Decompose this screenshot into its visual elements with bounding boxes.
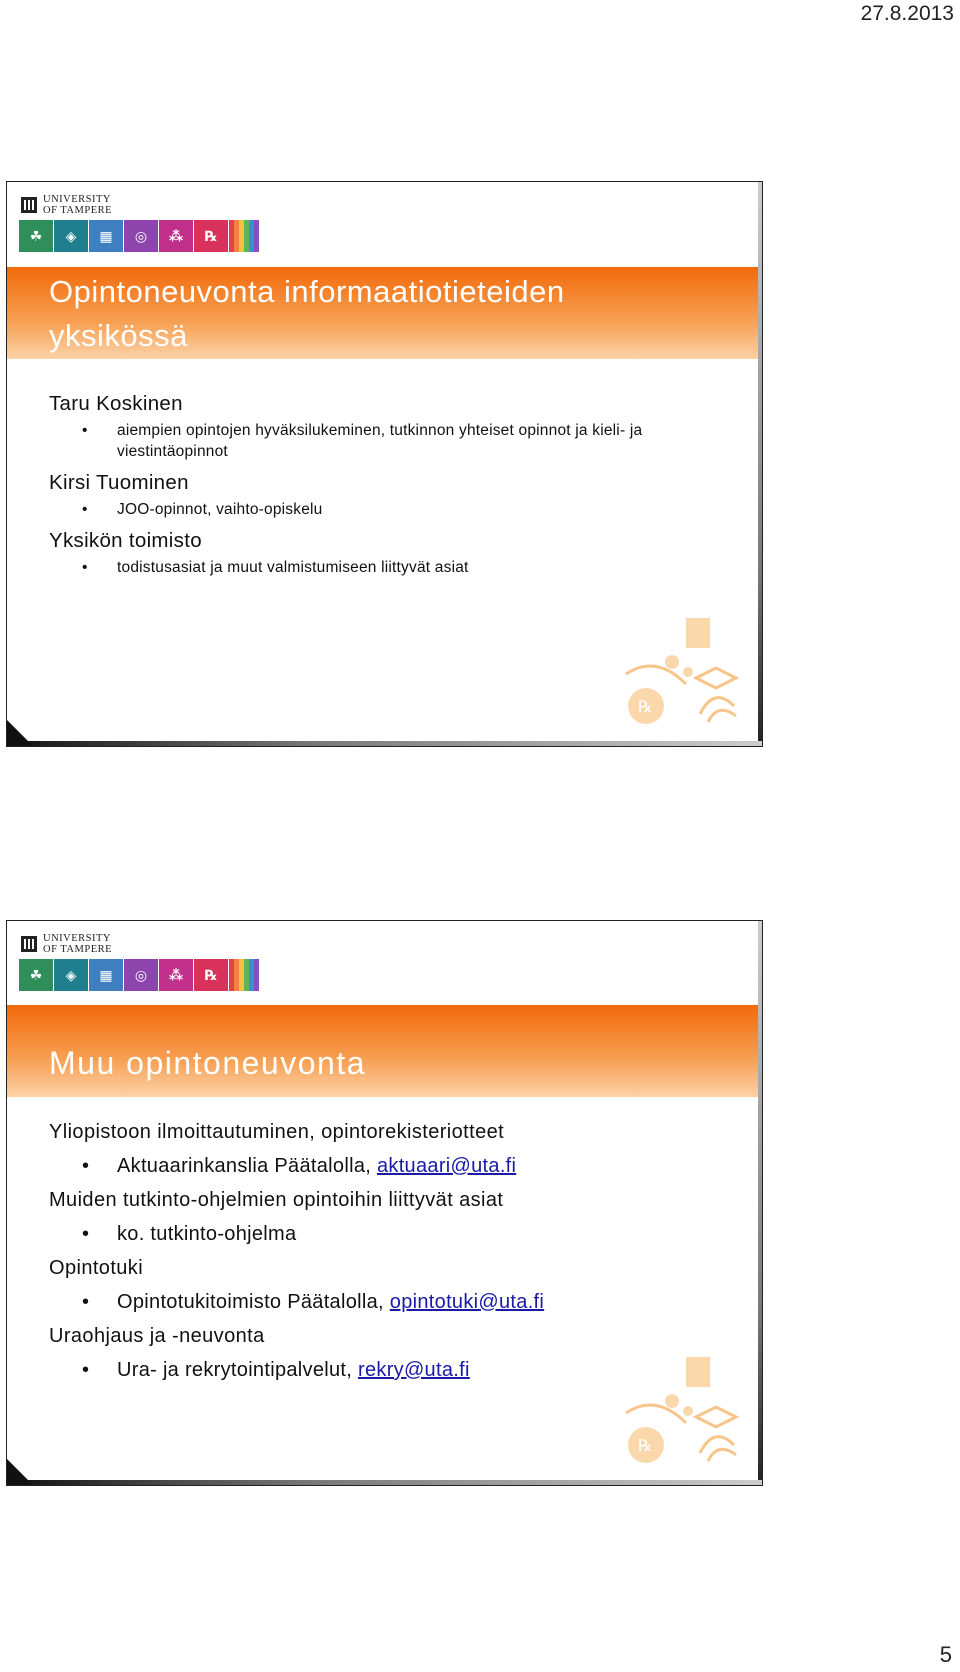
list-item: • Aktuaarinkanslia Päätalolla, aktuaari@uta.fi <box>49 1149 732 1183</box>
stripes-icon <box>229 220 259 252</box>
bullet-icon: • <box>82 501 88 518</box>
rekry-email-link[interactable]: rekry@uta.fi <box>358 1359 470 1381</box>
bullet-icon: • <box>82 559 88 576</box>
slide-2-content <box>49 1115 732 1387</box>
contact-heading: Yksikön toimisto <box>49 529 202 552</box>
slide-2-title: Muu opintoneuvonta <box>49 1045 366 1081</box>
list-item: • Opintotukitoimisto Päätalolla, opintotuki@uta.fi <box>49 1285 732 1319</box>
topic-heading: Yliopistoon ilmoittautuminen, opintorekisteriotteet <box>49 1121 505 1143</box>
stripes-icon <box>229 959 259 991</box>
bullet-icon: • <box>82 1359 90 1381</box>
slide-1-title: Opintoneuvonta informaatiotieteiden yksikössä <box>49 274 565 353</box>
slide-1-content <box>49 389 732 584</box>
contact-heading: Kirsi Tuominen <box>49 471 189 494</box>
topic-heading: Opintotuki <box>49 1257 144 1279</box>
cube-icon: ◈ <box>54 959 88 991</box>
contact-heading: Taru Koskinen <box>49 392 183 415</box>
svg-text:℞: ℞ <box>638 1438 653 1455</box>
faculty-emblem-icon <box>616 1353 744 1471</box>
faculty-tiles <box>19 220 259 252</box>
bullet-icon: • <box>82 1155 90 1177</box>
opintotuki-email-link[interactable]: opintotuki@uta.fi <box>389 1291 545 1313</box>
leaf-icon: ☘ <box>19 220 53 252</box>
building-icon: ▦ <box>89 959 123 991</box>
molecule-icon: ⁂ <box>159 959 193 991</box>
bullet-icon: • <box>82 1223 90 1245</box>
formula-icon: ℞ <box>194 959 228 991</box>
page-date: 27.8.2013 <box>860 2 954 25</box>
list-item: • JOO-opinnot, vaihto-opiskelu <box>82 501 323 518</box>
list-item: • todistusasiat ja muut valmistumiseen liittyvät asiat <box>82 559 469 576</box>
leaf-icon: ☘ <box>19 959 53 991</box>
building-icon: ▦ <box>89 220 123 252</box>
molecule-icon: ⁂ <box>159 220 193 252</box>
formula-icon: ℞ <box>194 220 228 252</box>
faculty-emblem-icon <box>616 614 744 732</box>
tower-icon <box>21 197 37 213</box>
logo-line-1: UNIVERSITY <box>43 933 111 944</box>
aktuaari-email-link[interactable]: aktuaari@uta.fi <box>376 1155 517 1177</box>
topic-heading: Uraohjaus ja -neuvonta <box>49 1325 265 1347</box>
university-logo <box>21 194 112 216</box>
page-number: 5 <box>939 1642 952 1667</box>
faculty-tiles <box>19 959 259 991</box>
logo-line-2: OF TAMPERE <box>43 944 113 955</box>
bullet-icon: • <box>82 1291 90 1313</box>
slide-1 <box>6 181 763 747</box>
tower-icon <box>21 936 37 952</box>
list-item: • Ura- ja rekrytointipalvelut, rekry@uta.fi <box>49 1353 732 1387</box>
topic-heading: Muiden tutkinto-ohjelmien opintoihin liittyvät asiat <box>49 1189 504 1211</box>
bullet-icon: • <box>82 422 88 439</box>
svg-text:℞: ℞ <box>638 699 653 716</box>
slide-2 <box>6 920 763 1486</box>
list-item: • aiempien opintojen hyväksilukeminen, tutkinnon yhteiset opinnot ja kieli- ja viestintäopinnot <box>82 422 643 460</box>
spiral-icon: ◎ <box>124 959 158 991</box>
cube-icon: ◈ <box>54 220 88 252</box>
logo-line-2: OF TAMPERE <box>43 205 113 216</box>
university-logo <box>21 933 112 955</box>
logo-line-1: UNIVERSITY <box>43 194 111 205</box>
spiral-icon: ◎ <box>124 220 158 252</box>
list-item: • ko. tutkinto-ohjelma <box>49 1217 732 1251</box>
